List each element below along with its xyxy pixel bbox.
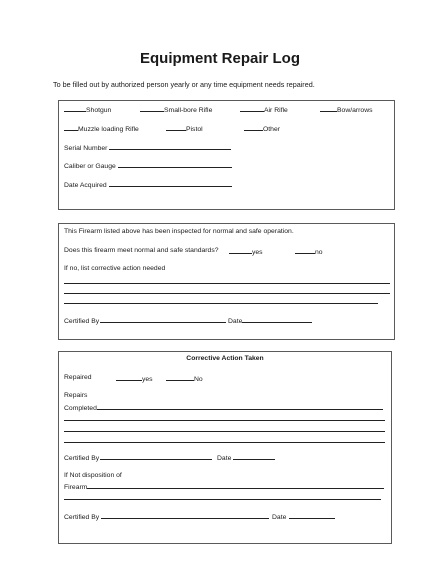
repairs-label: Repairs [64, 392, 88, 399]
bow-arrows-field[interactable]: Bow/arrows [320, 105, 373, 115]
small-bore-rifle-field[interactable]: Small-bore Rifle [140, 105, 212, 115]
disposition-date-field[interactable]: Date [272, 512, 335, 522]
page-title: Equipment Repair Log [139, 50, 300, 67]
air-rifle-field[interactable]: Air Rifle [240, 105, 288, 115]
repaired-label: Repaired [64, 374, 92, 381]
firearm-disposition-field[interactable]: Firearm [64, 482, 384, 492]
disposition-certified-by-field[interactable]: Certified By [64, 512, 269, 522]
caliber-gauge-field[interactable]: Caliber or Gauge [64, 161, 232, 171]
yes-field[interactable]: yes [229, 247, 263, 257]
repairs-line[interactable] [64, 442, 385, 443]
repairs-line[interactable] [64, 431, 385, 432]
other-field[interactable]: Other [244, 124, 280, 134]
muzzle-loading-rifle-field[interactable]: Muzzle loading Rifle [64, 124, 139, 134]
equipment-section [58, 100, 395, 210]
if-not-disposition-label: If Not disposition of [64, 472, 122, 479]
disposition-line[interactable] [64, 499, 381, 500]
repairs-completed-field[interactable]: Completed [64, 403, 383, 413]
repaired-yes-field[interactable]: yes [116, 374, 153, 384]
repair-date-field[interactable]: Date [217, 453, 275, 463]
date-field[interactable]: Date [228, 316, 312, 326]
repaired-no-field[interactable]: No [166, 374, 203, 384]
repairs-line[interactable] [64, 420, 385, 421]
repair-certified-by-field[interactable]: Certified By [64, 453, 212, 463]
corrective-line[interactable] [64, 303, 378, 304]
safety-question: Does this firearm meet normal and safe standards? [64, 247, 219, 254]
date-acquired-field[interactable]: Date Acquired [64, 180, 232, 190]
shotgun-field[interactable]: Shotgun [64, 105, 111, 115]
instructions: To be filled out by authorized person yearly or any time equipment needs repaired. [53, 80, 315, 89]
serial-number-field[interactable]: Serial Number [64, 143, 231, 153]
inspection-statement: This Firearm listed above has been inspected for normal and safe operation. [64, 228, 294, 235]
certified-by-field[interactable]: Certified By [64, 316, 226, 326]
no-field[interactable]: no [295, 247, 323, 257]
corrective-line[interactable] [64, 293, 390, 294]
corrective-line[interactable] [64, 283, 390, 284]
pistol-field[interactable]: Pistol [166, 124, 203, 134]
if-no-label: If no, list corrective action needed [64, 265, 166, 272]
corrective-action-heading: Corrective Action Taken [186, 355, 264, 362]
